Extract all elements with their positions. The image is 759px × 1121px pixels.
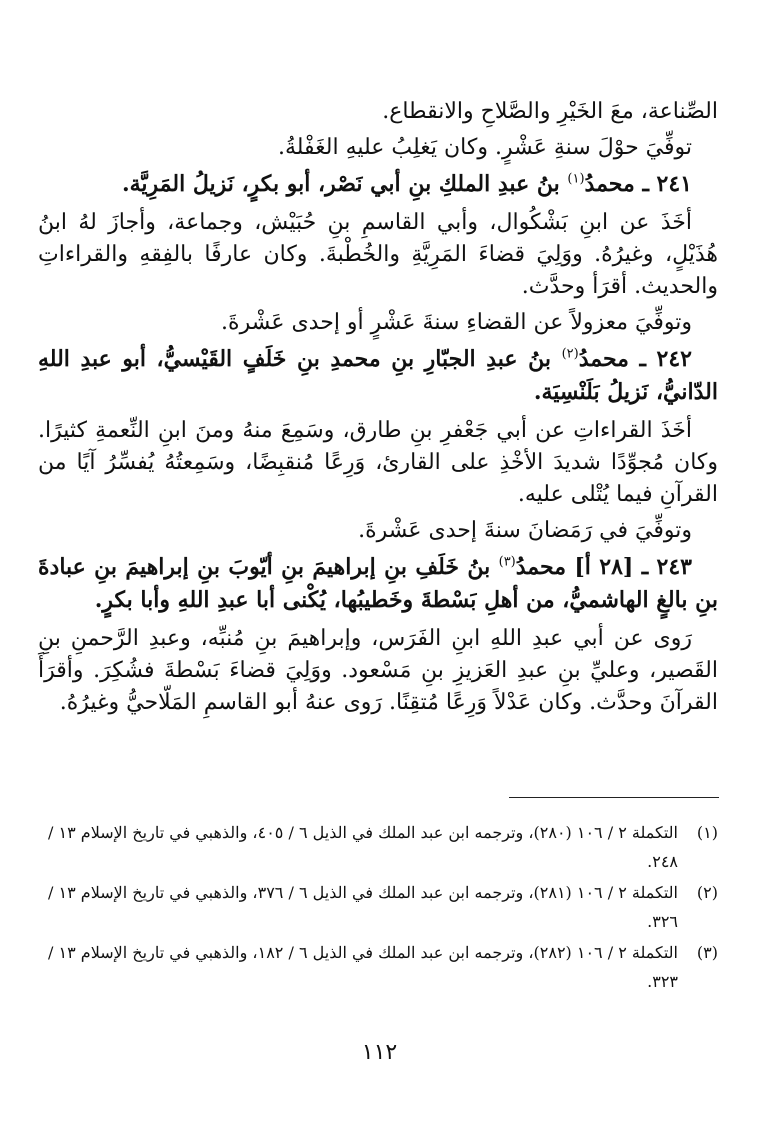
entry-number-name: ٢٤٣ ـ [٢٨ أ] محمدُ	[515, 554, 692, 580]
entry-paragraph: رَوى عن أبي عبدِ اللهِ ابنِ الفَرَس، وإبراهيمَ بنِ مُنبِّه، وعبدِ الرَّحمنِ بنِ القَصير، وعليِّ بنِ عبدِ العَزيزِ بنِ مَسْعود. ووَلِيَ قضاءَ بَسْطةَ فشُكِرَ. وأقرَأَ القرآنَ وحدَّث. وكان عَدْلاً وَرِعًا مُتقِنًا. رَوى عنهُ أبو القاسمِ المَلّاحيُّ وغيرُهُ.	[38, 626, 718, 715]
footnote-number: (١)	[696, 823, 718, 842]
entry-paragraph: أخَذَ عن ابنِ بَشْكُوال، وأبي القاسمِ بنِ حُبَيْش، وجماعة، وأجازَ لهُ ابنُ هُذَيْلٍ، وغيرُهُ. ووَلِيَ قضاءَ المَرِيَّةِ والخُطْبةَ. وكان عارفًا بالفِقهِ والقراءاتِ والحديث. أقرَأ وحدَّث.	[38, 210, 718, 299]
footnote-item	[38, 818, 718, 876]
entry-242	[38, 343, 718, 547]
footnote-ref[interactable]: (٢)	[561, 346, 579, 362]
footnote-item	[38, 938, 718, 996]
page-body	[38, 96, 718, 723]
footnote-number: (٣)	[696, 943, 718, 962]
footnote-text: التكملة ٢ / ١٠٦ (٢٨١)، وترجمه ابن عبد الملك في الذيل ٦ / ٣٧٦، والذهبي في تاريخ الإسلام ١٣ / ٣٢٦.	[48, 883, 678, 931]
footnote-ref[interactable]: (١)	[567, 171, 585, 187]
footnote-number: (٢)	[696, 883, 718, 902]
footnote-text: التكملة ٢ / ١٠٦ (٢٨٢)، وترجمه ابن عبد الملك في الذيل ٦ / ١٨٢، والذهبي في تاريخ الإسلام ١٣ / ٣٢٣.	[48, 943, 678, 991]
entry-name-rest: بنُ خَلَفِ بنِ إبراهيمَ بنِ أيّوبَ بنِ إبراهيمَ بنِ عبادةَ بنِ بالغٍ الهاشميُّ، من أهلِ بَسْطةَ وخَطيبُها، يُكْنى أبا عبدِ اللهِ وأبا بكرٍ.	[38, 554, 718, 613]
entry-243	[38, 551, 718, 719]
entry-number-name: ٢٤٢ ـ محمدُ	[578, 346, 692, 372]
entry-name-rest: بنُ عبدِ الجبّارِ بنِ محمدِ بنِ خَلَفٍ القَيْسيُّ، أبو عبدِ اللهِ الدّانيُّ، نَزيلُ بَلَنْسِيَة.	[38, 346, 718, 405]
entry-paragraph: أخَذَ القراءاتِ عن أبي جَعْفرِ بنِ طارق، وسَمِعَ منهُ ومنَ ابنِ النِّعمةِ كثيرًا. وكان مُجوِّدًا شديدَ الأخْذِ على القارئ، وَرِعًا مُنقبِضًا، وسَمِعتُهُ يُفسِّرُ آيًا من القرآنِ فيما يُتْلى عليه.	[38, 418, 718, 507]
entry-paragraph: وتوفِّيَ معزولاً عن القضاءِ سنةَ عَشْرٍ أو إحدى عَشْرةَ.	[221, 310, 692, 335]
page-number: ١١٢	[361, 1040, 398, 1065]
entry-name-rest: بنُ عبدِ الملكِ بنِ أبي نَصْر، أبو بكرٍ، نَزيلُ المَرِيَّة.	[121, 171, 568, 197]
footnote-separator	[509, 797, 719, 798]
entry-paragraph: وتوفِّيَ في رَمَضانَ سنةَ إحدى عَشْرةَ.	[358, 518, 692, 543]
entry-number-name: ٢٤١ ـ محمدُ	[584, 171, 692, 197]
entry-heading	[38, 168, 718, 201]
paragraph-continuation: الصِّناعة، معَ الخَيْرِ والصَّلاحِ والانقطاع.	[382, 99, 718, 124]
footnote-item	[38, 878, 718, 936]
footnote-text: التكملة ٢ / ١٠٦ (٢٨٠)، وترجمه ابن عبد الملك في الذيل ٦ / ٤٠٥، والذهبي في تاريخ الإسلام ١٣ / ٢٤٨.	[48, 823, 678, 871]
entry-241	[38, 168, 718, 339]
entry-heading	[38, 551, 718, 617]
entry-heading	[38, 343, 718, 409]
footnotes	[38, 818, 718, 998]
footnote-ref[interactable]: (٣)	[498, 554, 516, 570]
paragraph-death-note: توفِّيَ حوْلَ سنةِ عَشْرٍ. وكان يَغلِبُ عليهِ الغَفْلةُ.	[277, 135, 692, 160]
